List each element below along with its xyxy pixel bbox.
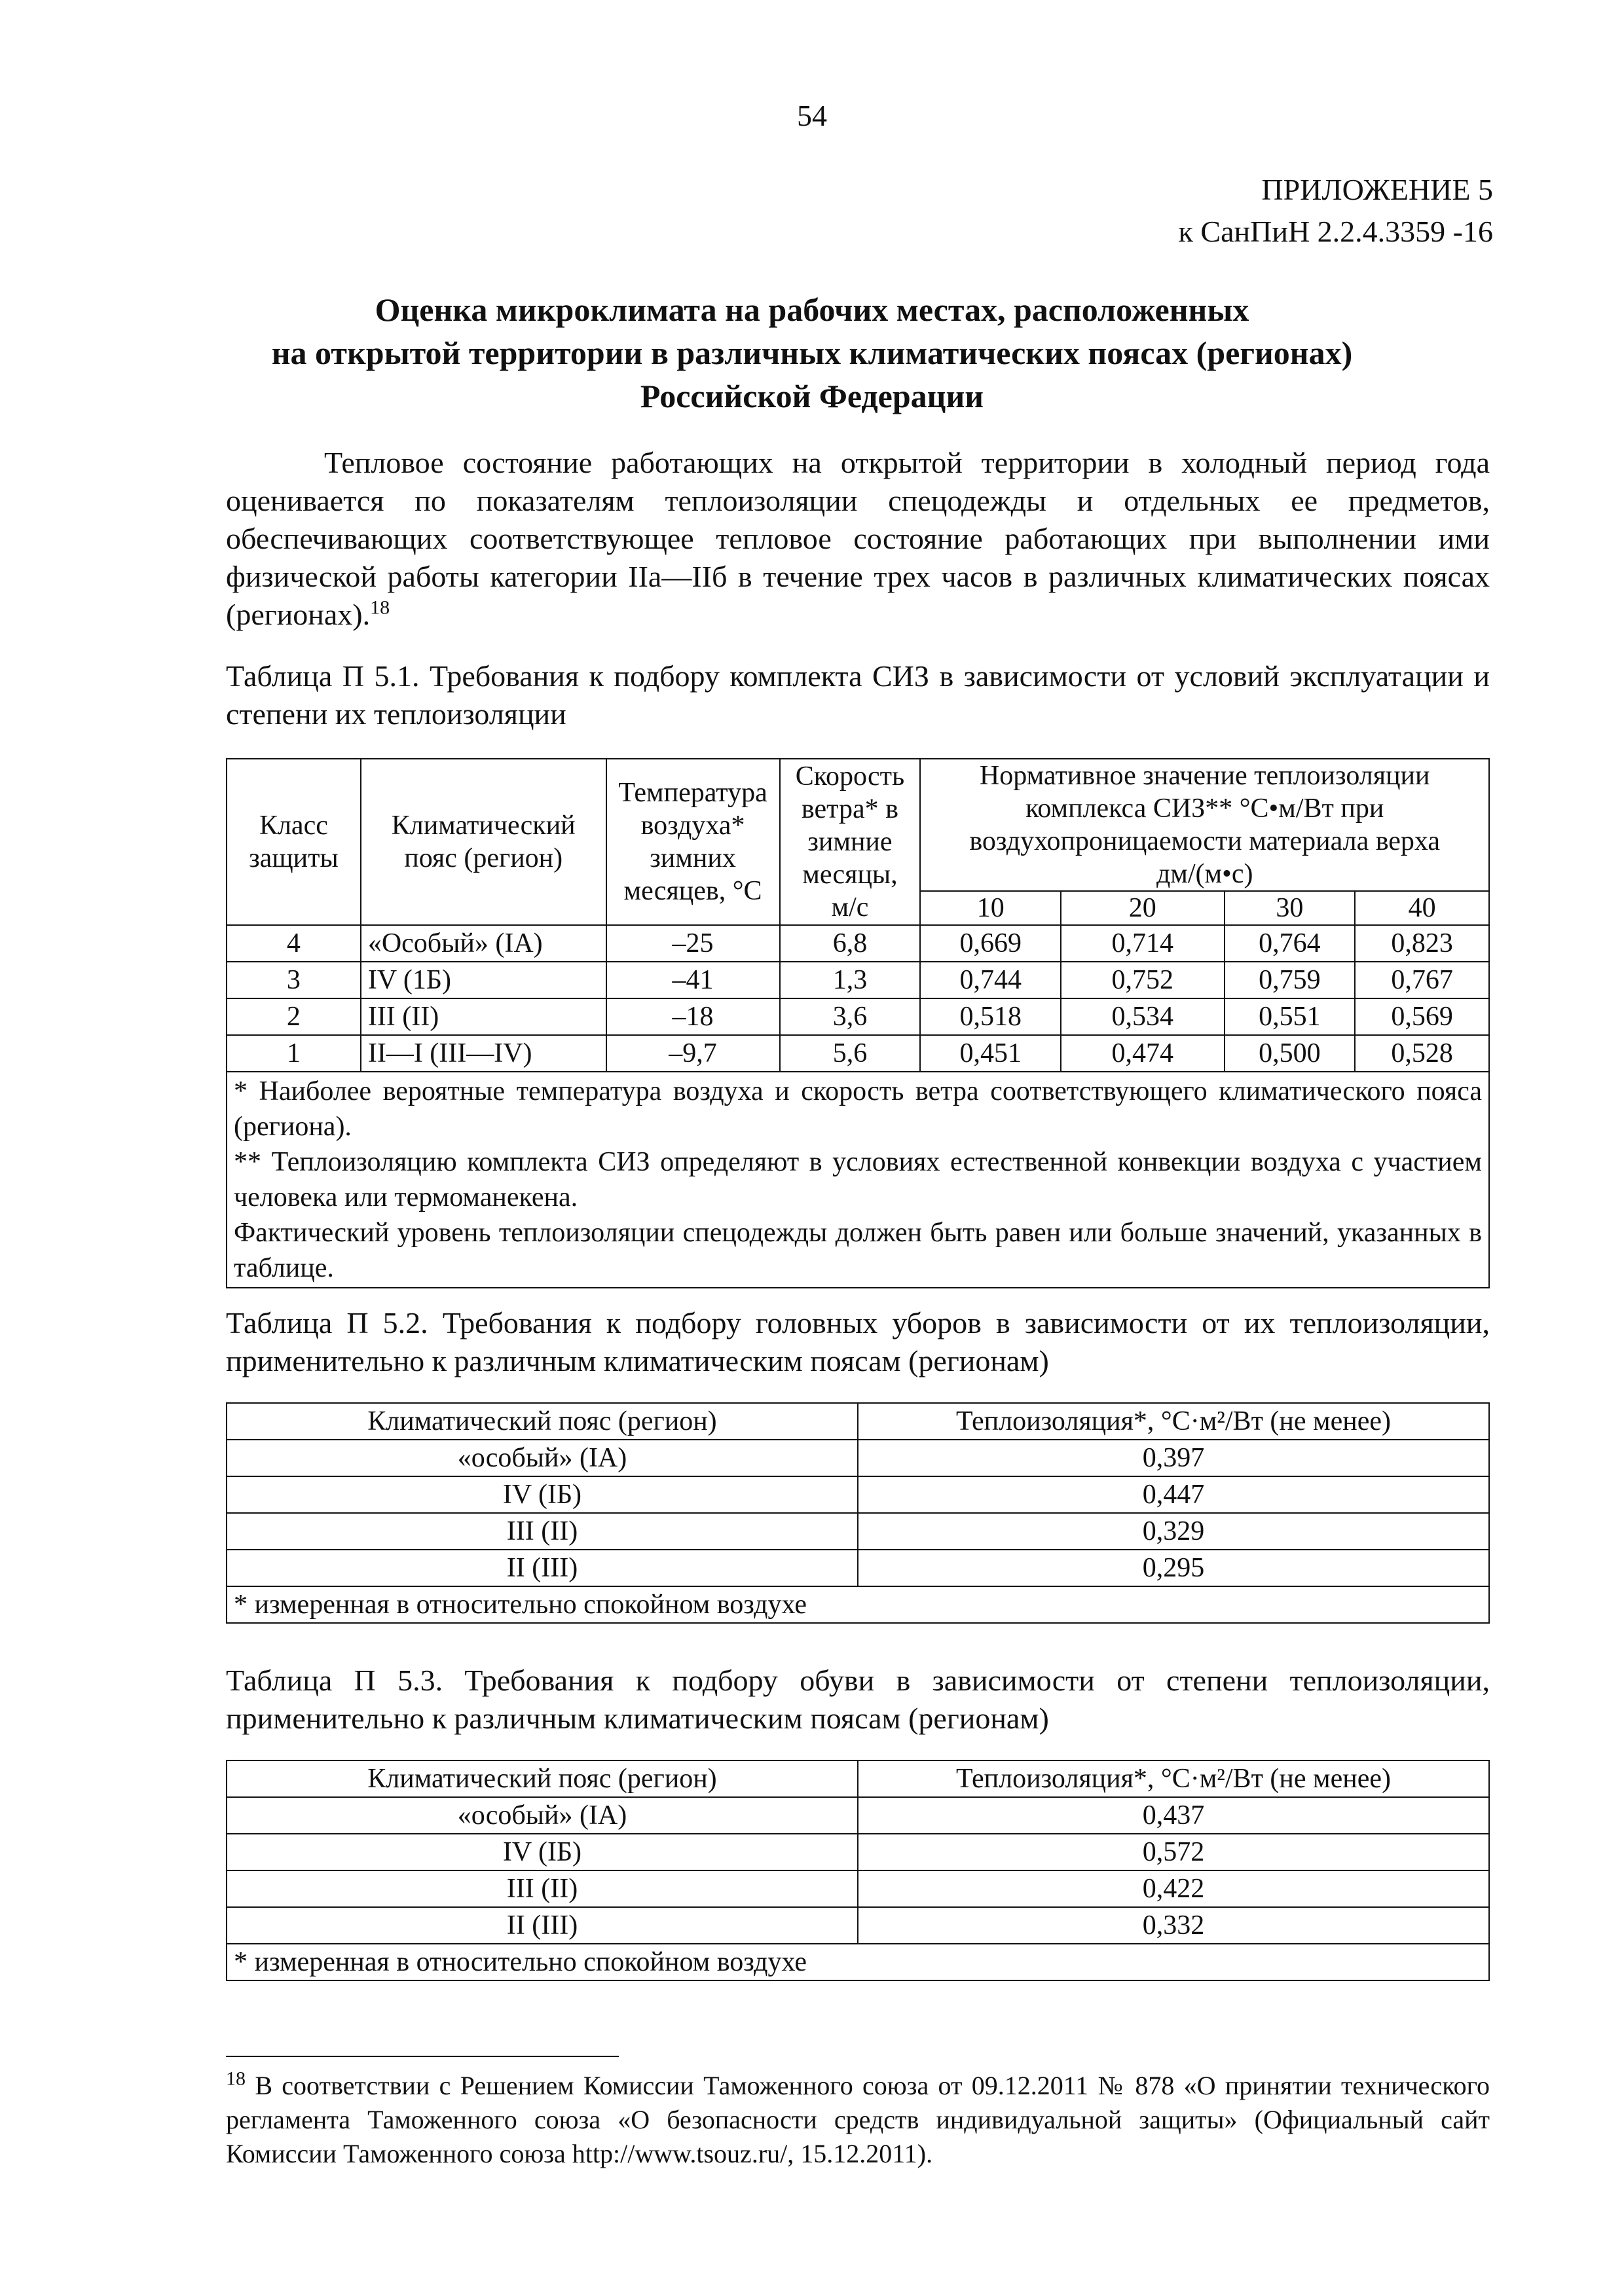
intro-text: Тепловое состояние работающих на открытой территории в холодный период года оценивается по показателям теплоизоляции спецодежды и отдельных ее предметов, обеспечивающих соответствующее тепловое состояние работающих при выполнении ими физической работы категории IIа—IIб в течение трех часов в различных климатических поясах (регионах). — [226, 446, 1490, 631]
cell-value: 0,714 — [1061, 925, 1225, 962]
table2-header-zone: Климатический пояс (регион) — [227, 1403, 858, 1440]
footnote-text: В соответствии с Решением Комиссии Таможенного союза от 09.12.2011 № 878 «О принятии технического регламента Таможенного союза «О безопасности средств индивидуальной защиты» (Официальный сайт Комиссии Таможенного союза http://www.tsouz.ru/, 15.12.2011). — [226, 2071, 1490, 2168]
header-zone: Климатический пояс (регион) — [361, 759, 606, 925]
table1-note-1: * Наиболее вероятные температура воздуха и скорость ветра соответствующего климатического пояса (региона). — [234, 1076, 1482, 1142]
table-row — [227, 925, 1489, 962]
table-row — [227, 1513, 1489, 1550]
header-class: Класс защиты — [227, 759, 361, 925]
header-wind: Скорость ветра* в зимние месяцы, м/с — [780, 759, 921, 925]
table-suit-requirements — [226, 758, 1490, 1288]
cell-zone: «особый» (IA) — [227, 1797, 858, 1834]
footnote — [226, 2069, 1490, 2171]
cell-temperature: –41 — [606, 962, 780, 998]
page-number: 54 — [797, 99, 827, 132]
table-headwear-requirements — [226, 1402, 1490, 1624]
header-perm-30: 30 — [1225, 891, 1356, 925]
appendix-document: к СанПиН 2.2.4.3359 -16 — [1178, 215, 1493, 248]
cell-value: 0,451 — [920, 1035, 1061, 1072]
cell-zone: II (III) — [227, 1907, 858, 1944]
cell-wind: 6,8 — [780, 925, 921, 962]
cell-wind: 1,3 — [780, 962, 921, 998]
cell-value: 0,669 — [920, 925, 1061, 962]
footnote-reference: 18 — [370, 596, 390, 619]
table-row — [227, 1550, 1489, 1586]
cell-value: 0,764 — [1225, 925, 1356, 962]
table-row — [227, 1834, 1489, 1870]
intro-paragraph — [226, 444, 1490, 634]
table-row — [227, 1440, 1489, 1476]
cell-value: 0,528 — [1355, 1035, 1489, 1072]
title-line-3: Российской Федерации — [640, 378, 984, 414]
footnote-number: 18 — [226, 2068, 246, 2090]
cell-value: 0,329 — [858, 1513, 1489, 1550]
cell-temperature: –9,7 — [606, 1035, 780, 1072]
table1-notes — [227, 1072, 1489, 1288]
table2-header-insulation: Теплоизоляция*, °С·м²/Вт (не менее) — [858, 1403, 1489, 1440]
cell-value: 0,474 — [1061, 1035, 1225, 1072]
cell-value: 0,823 — [1355, 925, 1489, 962]
cell-wind: 5,6 — [780, 1035, 921, 1072]
appendix-label: ПРИЛОЖЕНИЕ 5 — [1261, 173, 1493, 206]
cell-value: 0,551 — [1225, 998, 1356, 1035]
cell-value: 0,332 — [858, 1907, 1489, 1944]
cell-zone: «особый» (IA) — [227, 1440, 858, 1476]
cell-temperature: –25 — [606, 925, 780, 962]
cell-zone: IV (IБ) — [227, 1834, 858, 1870]
document-title — [196, 288, 1428, 418]
cell-value: 0,518 — [920, 998, 1061, 1035]
table-row — [227, 1476, 1489, 1513]
table3-note: * измеренная в относительно спокойном воздухе — [227, 1944, 1489, 1980]
table-row — [227, 1035, 1489, 1072]
cell-zone: II (III) — [227, 1550, 858, 1586]
table3-header-insulation: Теплоизоляция*, °С·м²/Вт (не менее) — [858, 1760, 1489, 1797]
cell-class: 3 — [227, 962, 361, 998]
cell-class: 2 — [227, 998, 361, 1035]
cell-value: 0,752 — [1061, 962, 1225, 998]
cell-value: 0,572 — [858, 1834, 1489, 1870]
table2-caption: Таблица П 5.2. Требования к подбору головных уборов в зависимости от их теплоизоляции, применительно к различным климатическим поясам (регионам) — [226, 1306, 1490, 1377]
footnote-separator — [226, 2056, 619, 2057]
cell-value: 0,500 — [1225, 1035, 1356, 1072]
cell-temperature: –18 — [606, 998, 780, 1035]
cell-zone: IV (1Б) — [361, 962, 606, 998]
cell-class: 1 — [227, 1035, 361, 1072]
table-row — [227, 962, 1489, 998]
cell-value: 0,767 — [1355, 962, 1489, 998]
header-temperature: Температура воздуха* зимних месяцев, °С — [606, 759, 780, 925]
cell-value: 0,534 — [1061, 998, 1225, 1035]
cell-class: 4 — [227, 925, 361, 962]
cell-zone: III (II) — [361, 998, 606, 1035]
header-perm-40: 40 — [1355, 891, 1489, 925]
table1-caption: Таблица П 5.1. Требования к подбору комплекта СИЗ в зависимости от условий эксплуатации и степени их теплоизоляции — [226, 659, 1490, 731]
title-line-1: Оценка микроклимата на рабочих местах, расположенных — [375, 291, 1249, 328]
table3-caption: Таблица П 5.3. Требования к подбору обуви в зависимости от степени теплоизоляции, применительно к различным климатическим поясам (регионам) — [226, 1664, 1490, 1735]
table1-note-3: Фактический уровень теплоизоляции спецодежды должен быть равен или больше значений, указанных в таблице. — [234, 1218, 1482, 1283]
table-row — [227, 998, 1489, 1035]
cell-zone: II—I (III—IV) — [361, 1035, 606, 1072]
header-perm-20: 20 — [1061, 891, 1225, 925]
table-row — [227, 1907, 1489, 1944]
title-line-2: на открытой территории в различных климатических поясах (регионах) — [271, 335, 1353, 371]
cell-zone: «Особый» (IA) — [361, 925, 606, 962]
table3-header-zone: Климатический пояс (регион) — [227, 1760, 858, 1797]
cell-value: 0,397 — [858, 1440, 1489, 1476]
table-row — [227, 1870, 1489, 1907]
cell-value: 0,295 — [858, 1550, 1489, 1586]
cell-value: 0,437 — [858, 1797, 1489, 1834]
cell-zone: III (II) — [227, 1870, 858, 1907]
cell-value: 0,569 — [1355, 998, 1489, 1035]
header-perm-10: 10 — [920, 891, 1061, 925]
cell-zone: III (II) — [227, 1513, 858, 1550]
cell-wind: 3,6 — [780, 998, 921, 1035]
cell-value: 0,759 — [1225, 962, 1356, 998]
table-footwear-requirements — [226, 1760, 1490, 1981]
appendix-reference — [1179, 169, 1493, 253]
table1-note-2: ** Теплоизоляцию комплекта СИЗ определяют в условиях естественной конвекции воздуха с участием человека или термоманекена. — [234, 1147, 1482, 1212]
table2-note: * измеренная в относительно спокойном воздухе — [227, 1586, 1489, 1623]
header-norm: Нормативное значение теплоизоляции комплекса СИЗ** °С•м/Вт при воздухопроницаемости материала верха дм/(м•с) — [920, 759, 1489, 891]
cell-zone: IV (IБ) — [227, 1476, 858, 1513]
table-row — [227, 1797, 1489, 1834]
cell-value: 0,422 — [858, 1870, 1489, 1907]
cell-value: 0,744 — [920, 962, 1061, 998]
cell-value: 0,447 — [858, 1476, 1489, 1513]
